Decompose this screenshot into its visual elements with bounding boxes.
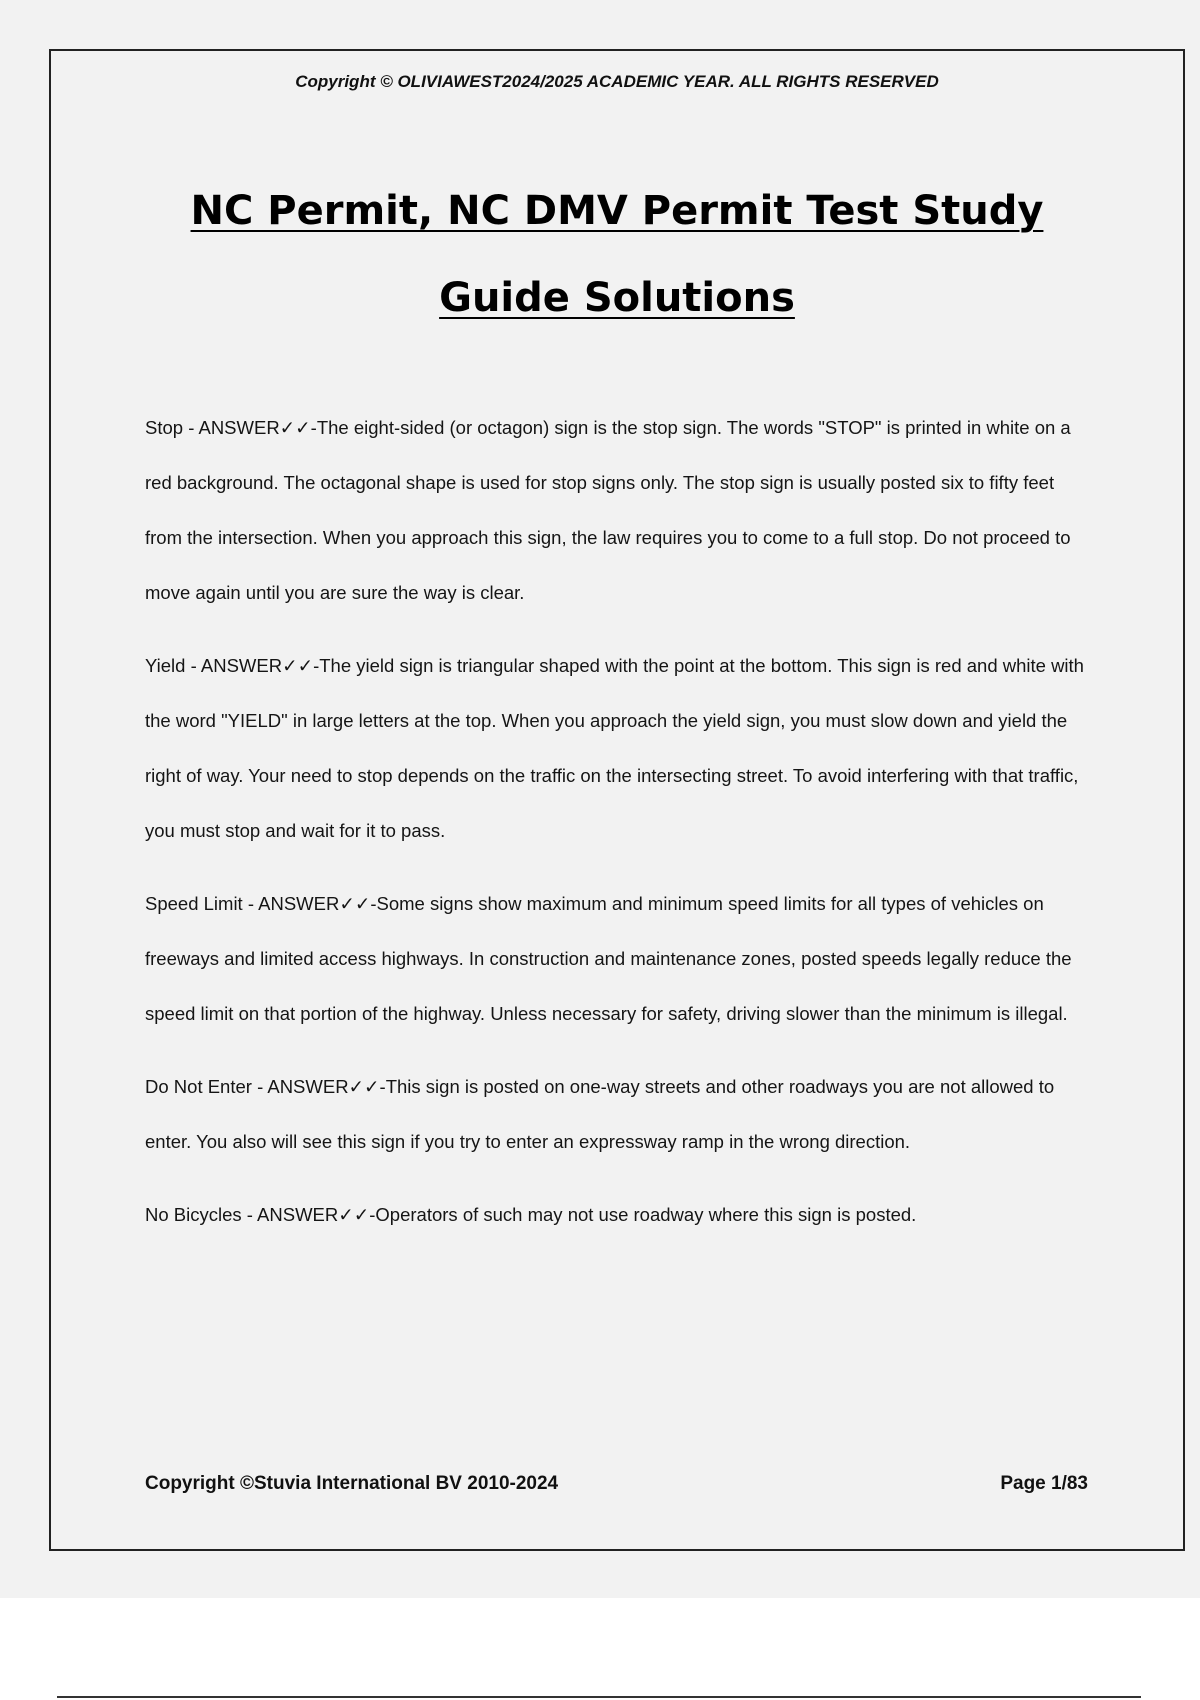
qa-item-speed-limit: Speed Limit - ANSWER✓✓-Some signs show maximum and minimum speed limits for all types of vehicles on freeways and limited access highways. In construction and maintenance zones, posted speeds legally reduce the speed limit on that portion of the highway. Unless necessary for safety, driving slower than the minimum is illegal.: [145, 893, 1072, 1024]
title-line-1: NC Permit, NC DMV Permit Test Study: [190, 188, 1044, 234]
qa-item-no-bicycles: No Bicycles - ANSWER✓✓-Operators of such may not use roadway where this sign is posted.: [145, 1204, 917, 1225]
qa-item-stop: Stop - ANSWER✓✓-The eight-sided (or octagon) sign is the stop sign. The words "STOP" is printed in white on a red background. The octagonal shape is used for stop signs only. The stop sign is usually posted six to fifty feet from the intersection. When you approach this sign, the law requires you to come to a full stop. Do not proceed to move again until you are sure the way is clear.: [145, 417, 1071, 603]
page-number: Page 1/83: [1000, 1473, 1088, 1494]
qa-item-yield: Yield - ANSWER✓✓-The yield sign is triangular shaped with the point at the bottom. This sign is red and white with the word "YIELD" in large letters at the top. When you approach the yield sign, you must slow down and yield the right of way. Your need to stop depends on the traffic on the intersecting street. To avoid interfering with that traffic, you must stop and wait for it to pass.: [145, 655, 1084, 841]
next-page-divider: [57, 1696, 1141, 1698]
title-line-2: Guide Solutions: [439, 275, 795, 321]
footer-copyright: Copyright ©Stuvia International BV 2010-2024: [145, 1473, 559, 1494]
qa-list: [145, 400, 1095, 1260]
qa-item-do-not-enter: Do Not Enter - ANSWER✓✓-This sign is posted on one-way streets and other roadways you are not allowed to enter. You also will see this sign if you try to enter an expressway ramp in the wrong direction.: [145, 1076, 1055, 1152]
header-copyright: Copyright © OLIVIAWEST2024/2025 ACADEMIC YEAR. ALL RIGHTS RESERVED: [295, 72, 939, 91]
document-title: [140, 168, 1094, 342]
